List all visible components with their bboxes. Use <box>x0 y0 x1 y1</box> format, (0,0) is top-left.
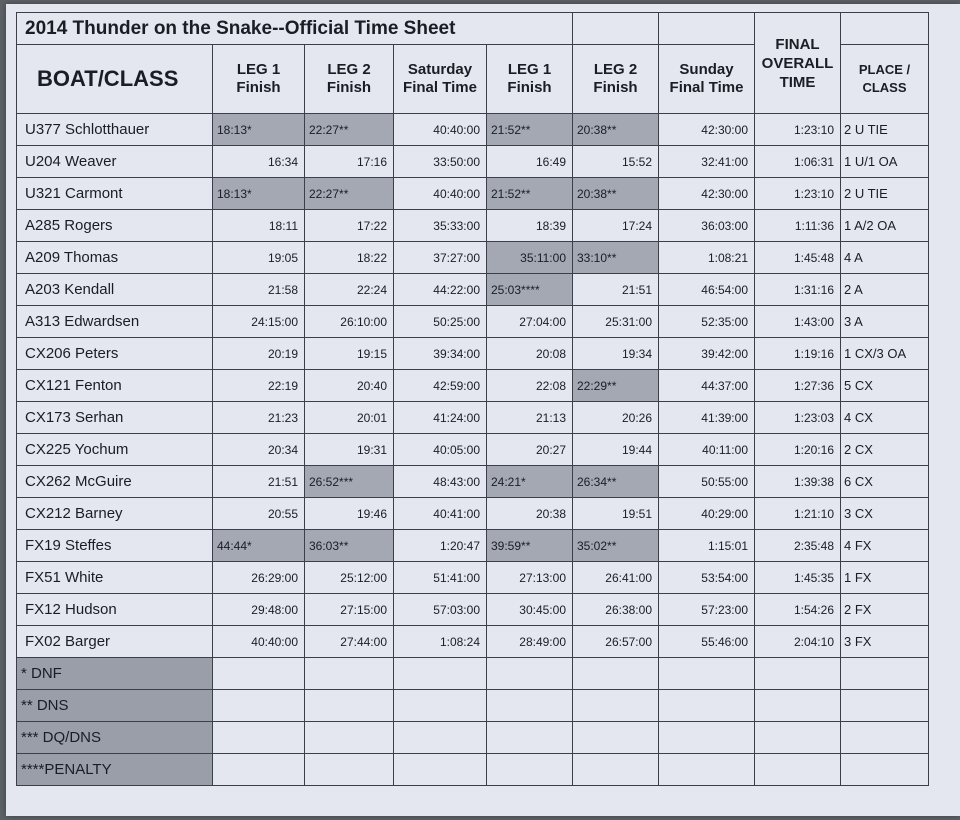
place-class-cell: 1 FX <box>841 562 929 594</box>
time-cell: 48:43:00 <box>394 466 487 498</box>
empty-cell <box>659 658 755 690</box>
empty-cell <box>213 754 305 786</box>
time-cell: 21:58 <box>213 274 305 306</box>
table-row <box>17 626 929 658</box>
legend-item: ****PENALTY <box>17 754 213 786</box>
results-grid <box>16 12 929 786</box>
time-cell: 17:24 <box>573 210 659 242</box>
empty-cell <box>213 690 305 722</box>
legend-row <box>17 690 929 722</box>
place-class-cell: 1 U/1 OA <box>841 146 929 178</box>
time-cell: 22:08 <box>487 370 573 402</box>
time-cell: 19:51 <box>573 498 659 530</box>
time-cell: 24:21* <box>487 466 573 498</box>
time-sheet <box>6 4 960 816</box>
empty-cell <box>573 722 659 754</box>
time-cell: 27:13:00 <box>487 562 573 594</box>
time-cell: 25:31:00 <box>573 306 659 338</box>
time-cell: 40:40:00 <box>394 178 487 210</box>
header-sat-leg2: LEG 2 Finish <box>305 45 394 114</box>
empty-cell <box>841 690 929 722</box>
time-cell: 1:20:47 <box>394 530 487 562</box>
place-class-cell: 2 FX <box>841 594 929 626</box>
table-row <box>17 242 929 274</box>
empty-cell <box>305 754 394 786</box>
time-cell: 28:49:00 <box>487 626 573 658</box>
empty-cell <box>305 658 394 690</box>
place-class-cell: 2 U TIE <box>841 178 929 210</box>
time-cell: 26:34** <box>573 466 659 498</box>
boat-class-cell: FX02 Barger <box>17 626 213 658</box>
time-cell: 24:15:00 <box>213 306 305 338</box>
time-cell: 26:29:00 <box>213 562 305 594</box>
time-cell: 20:26 <box>573 402 659 434</box>
results-body <box>17 114 929 658</box>
time-cell: 18:11 <box>213 210 305 242</box>
time-cell: 40:41:00 <box>394 498 487 530</box>
time-cell: 21:52** <box>487 178 573 210</box>
time-cell: 26:38:00 <box>573 594 659 626</box>
time-cell: 42:30:00 <box>659 178 755 210</box>
time-cell: 39:42:00 <box>659 338 755 370</box>
time-cell: 19:46 <box>305 498 394 530</box>
place-class-cell: 4 A <box>841 242 929 274</box>
time-cell: 33:50:00 <box>394 146 487 178</box>
time-cell: 35:11:00 <box>487 242 573 274</box>
time-cell: 21:23 <box>213 402 305 434</box>
time-cell: 22:29** <box>573 370 659 402</box>
time-cell: 25:03**** <box>487 274 573 306</box>
header-sun-leg2: LEG 2 Finish <box>573 45 659 114</box>
time-cell: 40:05:00 <box>394 434 487 466</box>
time-cell: 17:16 <box>305 146 394 178</box>
place-class-cell: 5 CX <box>841 370 929 402</box>
place-class-cell: 3 FX <box>841 626 929 658</box>
place-class-cell: 4 CX <box>841 402 929 434</box>
time-cell: 22:27** <box>305 114 394 146</box>
empty-cell <box>755 722 841 754</box>
time-cell: 21:13 <box>487 402 573 434</box>
title-row <box>17 13 929 45</box>
boat-class-cell: CX173 Serhan <box>17 402 213 434</box>
time-cell: 39:59** <box>487 530 573 562</box>
time-cell: 20:55 <box>213 498 305 530</box>
legend-item: ** DNS <box>17 690 213 722</box>
header-final-overall: FINAL OVERALL TIME <box>755 13 841 114</box>
place-class-cell: 3 A <box>841 306 929 338</box>
time-cell: 36:03:00 <box>659 210 755 242</box>
empty-cell <box>573 658 659 690</box>
empty-cell <box>487 658 573 690</box>
legend-row <box>17 658 929 690</box>
empty-cell <box>213 658 305 690</box>
time-cell: 26:10:00 <box>305 306 394 338</box>
time-cell: 30:45:00 <box>487 594 573 626</box>
empty-cell <box>573 690 659 722</box>
header-sunday-final: Sunday Final Time <box>659 45 755 114</box>
time-cell: 1:43:00 <box>755 306 841 338</box>
time-cell: 1:23:03 <box>755 402 841 434</box>
place-class-cell: 3 CX <box>841 498 929 530</box>
time-cell: 19:31 <box>305 434 394 466</box>
time-cell: 18:39 <box>487 210 573 242</box>
time-cell: 1:23:10 <box>755 114 841 146</box>
time-cell: 20:19 <box>213 338 305 370</box>
empty-cell <box>659 690 755 722</box>
time-cell: 17:22 <box>305 210 394 242</box>
time-cell: 20:38** <box>573 114 659 146</box>
header-sat-leg1: LEG 1 Finish <box>213 45 305 114</box>
time-cell: 21:51 <box>213 466 305 498</box>
blank-cell <box>841 13 929 45</box>
time-cell: 41:24:00 <box>394 402 487 434</box>
time-cell: 20:27 <box>487 434 573 466</box>
time-cell: 1:06:31 <box>755 146 841 178</box>
time-cell: 1:15:01 <box>659 530 755 562</box>
empty-cell <box>305 690 394 722</box>
boat-class-cell: U321 Carmont <box>17 178 213 210</box>
time-cell: 42:59:00 <box>394 370 487 402</box>
time-cell: 1:45:35 <box>755 562 841 594</box>
time-cell: 35:02** <box>573 530 659 562</box>
time-cell: 42:30:00 <box>659 114 755 146</box>
time-cell: 57:03:00 <box>394 594 487 626</box>
time-cell: 19:15 <box>305 338 394 370</box>
time-cell: 1:08:24 <box>394 626 487 658</box>
time-cell: 20:08 <box>487 338 573 370</box>
time-cell: 26:57:00 <box>573 626 659 658</box>
time-cell: 20:38 <box>487 498 573 530</box>
time-cell: 22:27** <box>305 178 394 210</box>
time-cell: 33:10** <box>573 242 659 274</box>
place-class-cell: 6 CX <box>841 466 929 498</box>
empty-cell <box>394 690 487 722</box>
time-cell: 36:03** <box>305 530 394 562</box>
empty-cell <box>841 754 929 786</box>
boat-class-cell: A203 Kendall <box>17 274 213 306</box>
empty-cell <box>394 754 487 786</box>
time-cell: 2:04:10 <box>755 626 841 658</box>
time-cell: 51:41:00 <box>394 562 487 594</box>
table-row <box>17 210 929 242</box>
boat-class-cell: U204 Weaver <box>17 146 213 178</box>
table-row <box>17 530 929 562</box>
time-cell: 1:11:36 <box>755 210 841 242</box>
legend-body <box>17 658 929 786</box>
time-cell: 1:21:10 <box>755 498 841 530</box>
boat-class-cell: CX262 McGuire <box>17 466 213 498</box>
boat-class-cell: FX19 Steffes <box>17 530 213 562</box>
place-class-cell: 2 U TIE <box>841 114 929 146</box>
time-cell: 50:25:00 <box>394 306 487 338</box>
boat-class-cell: U377 Schlotthauer <box>17 114 213 146</box>
time-cell: 53:54:00 <box>659 562 755 594</box>
time-cell: 52:35:00 <box>659 306 755 338</box>
time-cell: 41:39:00 <box>659 402 755 434</box>
time-cell: 18:13* <box>213 178 305 210</box>
header-sun-leg1: LEG 1 Finish <box>487 45 573 114</box>
time-cell: 27:04:00 <box>487 306 573 338</box>
empty-cell <box>487 754 573 786</box>
time-cell: 19:34 <box>573 338 659 370</box>
empty-cell <box>487 722 573 754</box>
boat-class-cell: FX51 White <box>17 562 213 594</box>
boat-class-cell: A285 Rogers <box>17 210 213 242</box>
empty-cell <box>841 722 929 754</box>
table-row <box>17 402 929 434</box>
table-row <box>17 178 929 210</box>
boat-class-cell: A313 Edwardsen <box>17 306 213 338</box>
time-cell: 21:51 <box>573 274 659 306</box>
boat-class-cell: A209 Thomas <box>17 242 213 274</box>
time-cell: 55:46:00 <box>659 626 755 658</box>
table-row <box>17 146 929 178</box>
header-place-class: PLACE / CLASS <box>841 45 929 114</box>
time-cell: 20:34 <box>213 434 305 466</box>
sheet-title: 2014 Thunder on the Snake--Official Time Sheet <box>17 13 573 45</box>
time-cell: 1:23:10 <box>755 178 841 210</box>
table-row <box>17 274 929 306</box>
time-cell: 20:01 <box>305 402 394 434</box>
time-cell: 37:27:00 <box>394 242 487 274</box>
time-cell: 46:54:00 <box>659 274 755 306</box>
blank-cell <box>659 13 755 45</box>
time-cell: 19:05 <box>213 242 305 274</box>
empty-cell <box>755 690 841 722</box>
time-cell: 16:34 <box>213 146 305 178</box>
header-saturday-final: Saturday Final Time <box>394 45 487 114</box>
blank-cell <box>573 13 659 45</box>
time-cell: 29:48:00 <box>213 594 305 626</box>
place-class-cell: 1 CX/3 OA <box>841 338 929 370</box>
time-cell: 44:37:00 <box>659 370 755 402</box>
time-cell: 20:38** <box>573 178 659 210</box>
results-table <box>16 12 929 786</box>
time-cell: 44:22:00 <box>394 274 487 306</box>
place-class-cell: 1 A/2 OA <box>841 210 929 242</box>
time-cell: 18:13* <box>213 114 305 146</box>
time-cell: 40:40:00 <box>213 626 305 658</box>
time-cell: 21:52** <box>487 114 573 146</box>
time-cell: 1:19:16 <box>755 338 841 370</box>
time-cell: 1:45:48 <box>755 242 841 274</box>
time-cell: 2:35:48 <box>755 530 841 562</box>
time-cell: 40:11:00 <box>659 434 755 466</box>
table-row <box>17 114 929 146</box>
header-boat-class: BOAT/CLASS <box>17 45 213 114</box>
time-cell: 22:24 <box>305 274 394 306</box>
empty-cell <box>841 658 929 690</box>
time-cell: 57:23:00 <box>659 594 755 626</box>
time-cell: 1:27:36 <box>755 370 841 402</box>
place-class-cell: 2 A <box>841 274 929 306</box>
time-cell: 16:49 <box>487 146 573 178</box>
table-row <box>17 338 929 370</box>
time-cell: 26:41:00 <box>573 562 659 594</box>
legend-row <box>17 722 929 754</box>
empty-cell <box>213 722 305 754</box>
table-row <box>17 562 929 594</box>
table-row <box>17 498 929 530</box>
boat-class-cell: CX212 Barney <box>17 498 213 530</box>
time-cell: 1:54:26 <box>755 594 841 626</box>
time-cell: 20:40 <box>305 370 394 402</box>
time-cell: 1:31:16 <box>755 274 841 306</box>
empty-cell <box>394 722 487 754</box>
time-cell: 40:29:00 <box>659 498 755 530</box>
time-cell: 26:52*** <box>305 466 394 498</box>
table-row <box>17 370 929 402</box>
time-cell: 27:15:00 <box>305 594 394 626</box>
empty-cell <box>755 754 841 786</box>
legend-row <box>17 754 929 786</box>
boat-class-cell: FX12 Hudson <box>17 594 213 626</box>
table-row <box>17 434 929 466</box>
time-cell: 18:22 <box>305 242 394 274</box>
time-cell: 25:12:00 <box>305 562 394 594</box>
time-cell: 39:34:00 <box>394 338 487 370</box>
time-cell: 44:44* <box>213 530 305 562</box>
legend-item: * DNF <box>17 658 213 690</box>
time-cell: 50:55:00 <box>659 466 755 498</box>
legend-item: *** DQ/DNS <box>17 722 213 754</box>
time-cell: 1:08:21 <box>659 242 755 274</box>
time-cell: 1:39:38 <box>755 466 841 498</box>
boat-class-cell: CX225 Yochum <box>17 434 213 466</box>
time-cell: 19:44 <box>573 434 659 466</box>
time-cell: 35:33:00 <box>394 210 487 242</box>
empty-cell <box>659 722 755 754</box>
time-cell: 1:20:16 <box>755 434 841 466</box>
empty-cell <box>659 754 755 786</box>
place-class-cell: 2 CX <box>841 434 929 466</box>
time-cell: 40:40:00 <box>394 114 487 146</box>
place-class-cell: 4 FX <box>841 530 929 562</box>
time-cell: 27:44:00 <box>305 626 394 658</box>
boat-class-cell: CX206 Peters <box>17 338 213 370</box>
boat-class-cell: CX121 Fenton <box>17 370 213 402</box>
time-cell: 32:41:00 <box>659 146 755 178</box>
empty-cell <box>487 690 573 722</box>
empty-cell <box>305 722 394 754</box>
table-row <box>17 594 929 626</box>
time-cell: 22:19 <box>213 370 305 402</box>
empty-cell <box>394 658 487 690</box>
table-row <box>17 306 929 338</box>
empty-cell <box>755 658 841 690</box>
empty-cell <box>573 754 659 786</box>
table-row <box>17 466 929 498</box>
time-cell: 15:52 <box>573 146 659 178</box>
